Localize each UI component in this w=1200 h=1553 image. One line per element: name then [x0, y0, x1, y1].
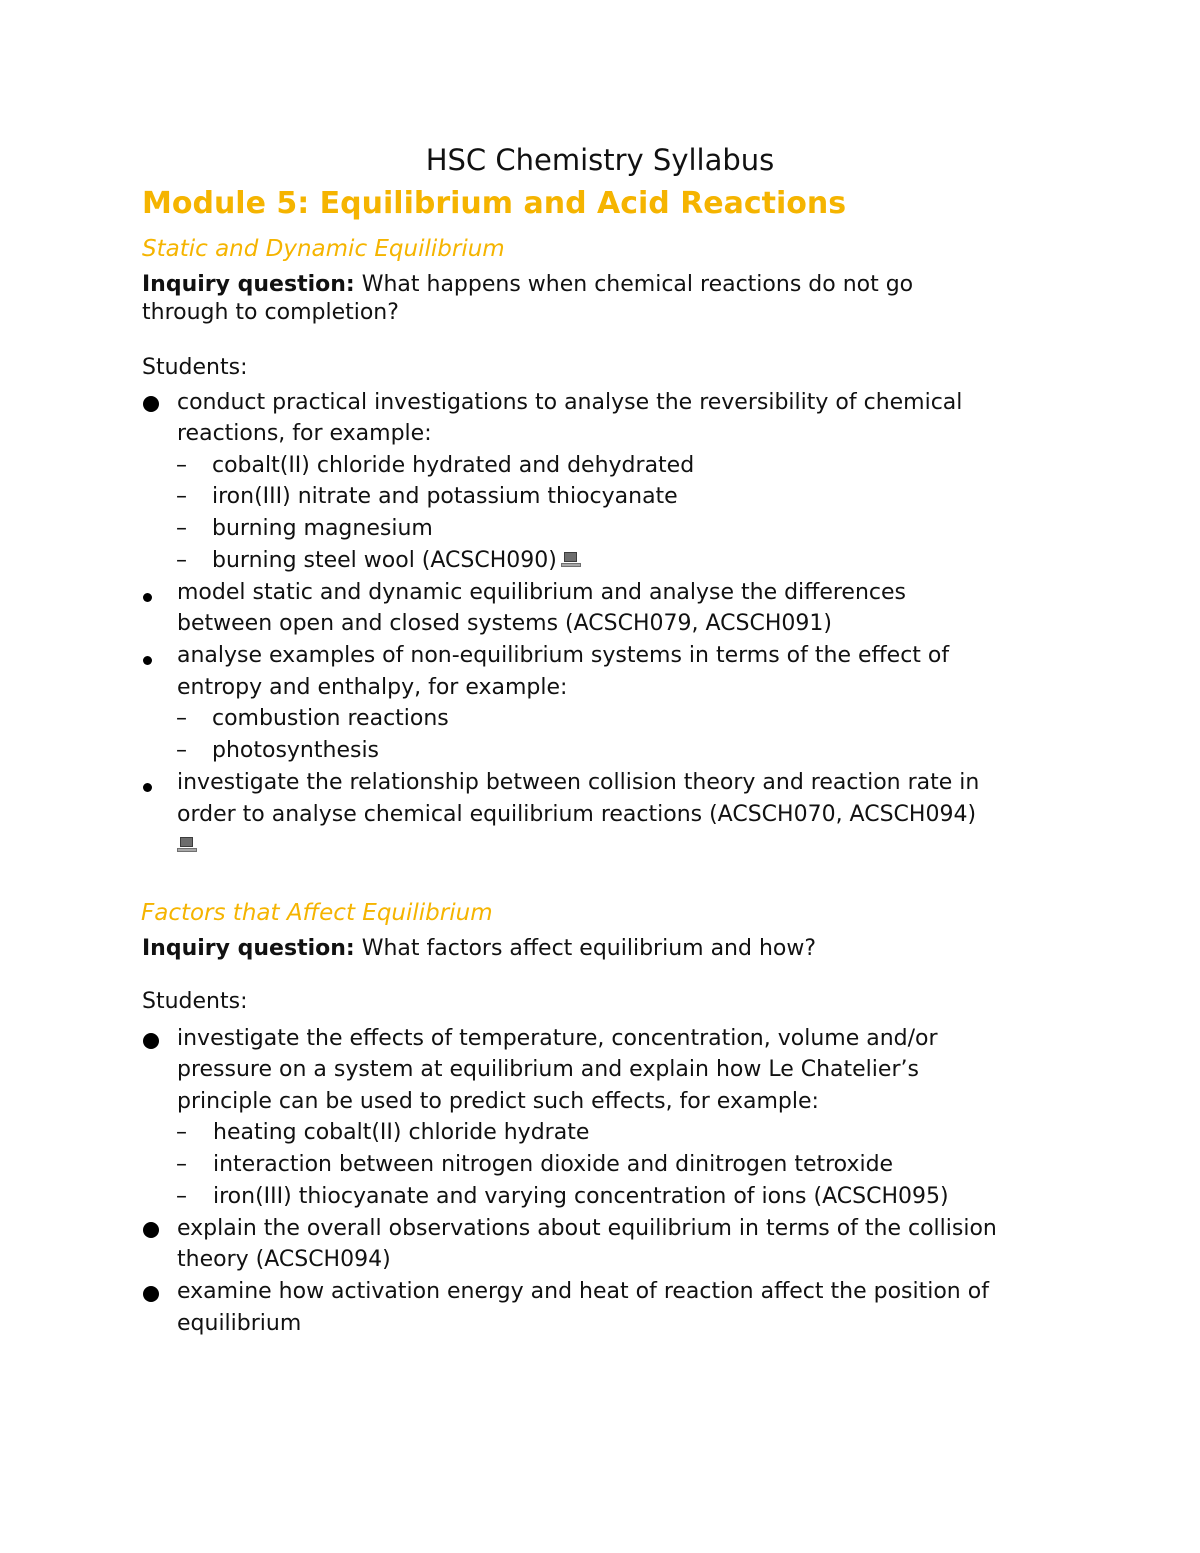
sub-list-item: burning magnesium: [212, 516, 433, 541]
dash-icon: –: [176, 453, 187, 478]
list-item: examine how activation energy and heat of reaction affect the position of: [177, 1279, 989, 1304]
practical-marker: [173, 830, 197, 862]
list-item-continued: reactions, for example:: [177, 421, 432, 446]
sub-list-item: heating cobalt(II) chloride hydrate: [213, 1120, 590, 1145]
laptop-icon: [561, 552, 581, 568]
sub-list-item-text: burning steel wool (ACSCH090): [212, 548, 557, 573]
inquiry-text-continued: through to completion?: [142, 300, 399, 325]
bullet-icon: [143, 1033, 159, 1049]
inquiry-label: Inquiry question:: [142, 272, 355, 297]
list-item: model static and dynamic equilibrium and analyse the differences: [177, 580, 906, 605]
list-item: conduct practical investigations to analyse the reversibility of chemical: [177, 390, 963, 415]
list-item-continued: theory (ACSCH094): [177, 1247, 391, 1272]
list-item: investigate the effects of temperature, concentration, volume and/or: [177, 1026, 938, 1051]
dash-icon: –: [176, 548, 187, 573]
bullet-icon: [143, 396, 159, 412]
students-label: Students:: [142, 989, 248, 1014]
dash-icon: –: [176, 1184, 187, 1209]
list-item-continued: order to analyse chemical equilibrium reactions (ACSCH070, ACSCH094): [177, 802, 977, 827]
bullet-icon: [143, 593, 152, 602]
sub-list-item: iron(III) nitrate and potassium thiocyanate: [212, 484, 678, 509]
dash-icon: –: [176, 484, 187, 509]
list-item-continued: entropy and enthalpy, for example:: [177, 675, 568, 700]
sub-list-item: [212, 545, 581, 577]
inquiry-text: What happens when chemical reactions do not go: [354, 272, 914, 297]
dash-icon: –: [176, 516, 187, 541]
students-label: Students:: [142, 355, 248, 380]
list-item-continued: principle can be used to predict such effects, for example:: [177, 1089, 819, 1114]
sub-list-item: cobalt(II) chloride hydrated and dehydrated: [212, 453, 695, 478]
list-item: analyse examples of non-equilibrium systems in terms of the effect of: [177, 643, 950, 668]
bullet-icon: [143, 783, 152, 792]
dash-icon: –: [176, 706, 187, 731]
list-item-continued: pressure on a system at equilibrium and explain how Le Chatelier’s: [177, 1057, 919, 1082]
bullet-icon: [143, 1222, 159, 1238]
sub-list-item: combustion reactions: [212, 706, 449, 731]
sub-list-item: photosynthesis: [212, 738, 380, 763]
list-item-continued: equilibrium: [177, 1311, 302, 1336]
dash-icon: –: [176, 738, 187, 763]
laptop-icon: [177, 837, 197, 853]
sub-list-item: interaction between nitrogen dioxide and dinitrogen tetroxide: [213, 1152, 894, 1177]
inquiry-text: What factors affect equilibrium and how?: [354, 936, 817, 961]
inquiry-question-2: [142, 933, 816, 965]
sub-list-item: iron(III) thiocyanate and varying concentration of ions (ACSCH095): [213, 1184, 949, 1209]
list-item-continued: between open and closed systems (ACSCH079, ACSCH091): [177, 611, 832, 636]
bullet-icon: [143, 656, 152, 665]
dash-icon: –: [176, 1120, 187, 1145]
bullet-icon: [143, 1286, 159, 1302]
dash-icon: –: [176, 1152, 187, 1177]
section-heading-static-dynamic: Static and Dynamic Equilibrium: [142, 236, 505, 262]
inquiry-label: Inquiry question:: [142, 936, 355, 961]
section-heading-factors: Factors that Affect Equilibrium: [141, 900, 493, 926]
list-item: investigate the relationship between collision theory and reaction rate in: [177, 770, 980, 795]
module-heading: Module 5: Equilibrium and Acid Reactions: [142, 186, 847, 221]
list-item: explain the overall observations about equilibrium in terms of the collision: [177, 1216, 997, 1241]
document-title: HSC Chemistry Syllabus: [425, 143, 775, 177]
